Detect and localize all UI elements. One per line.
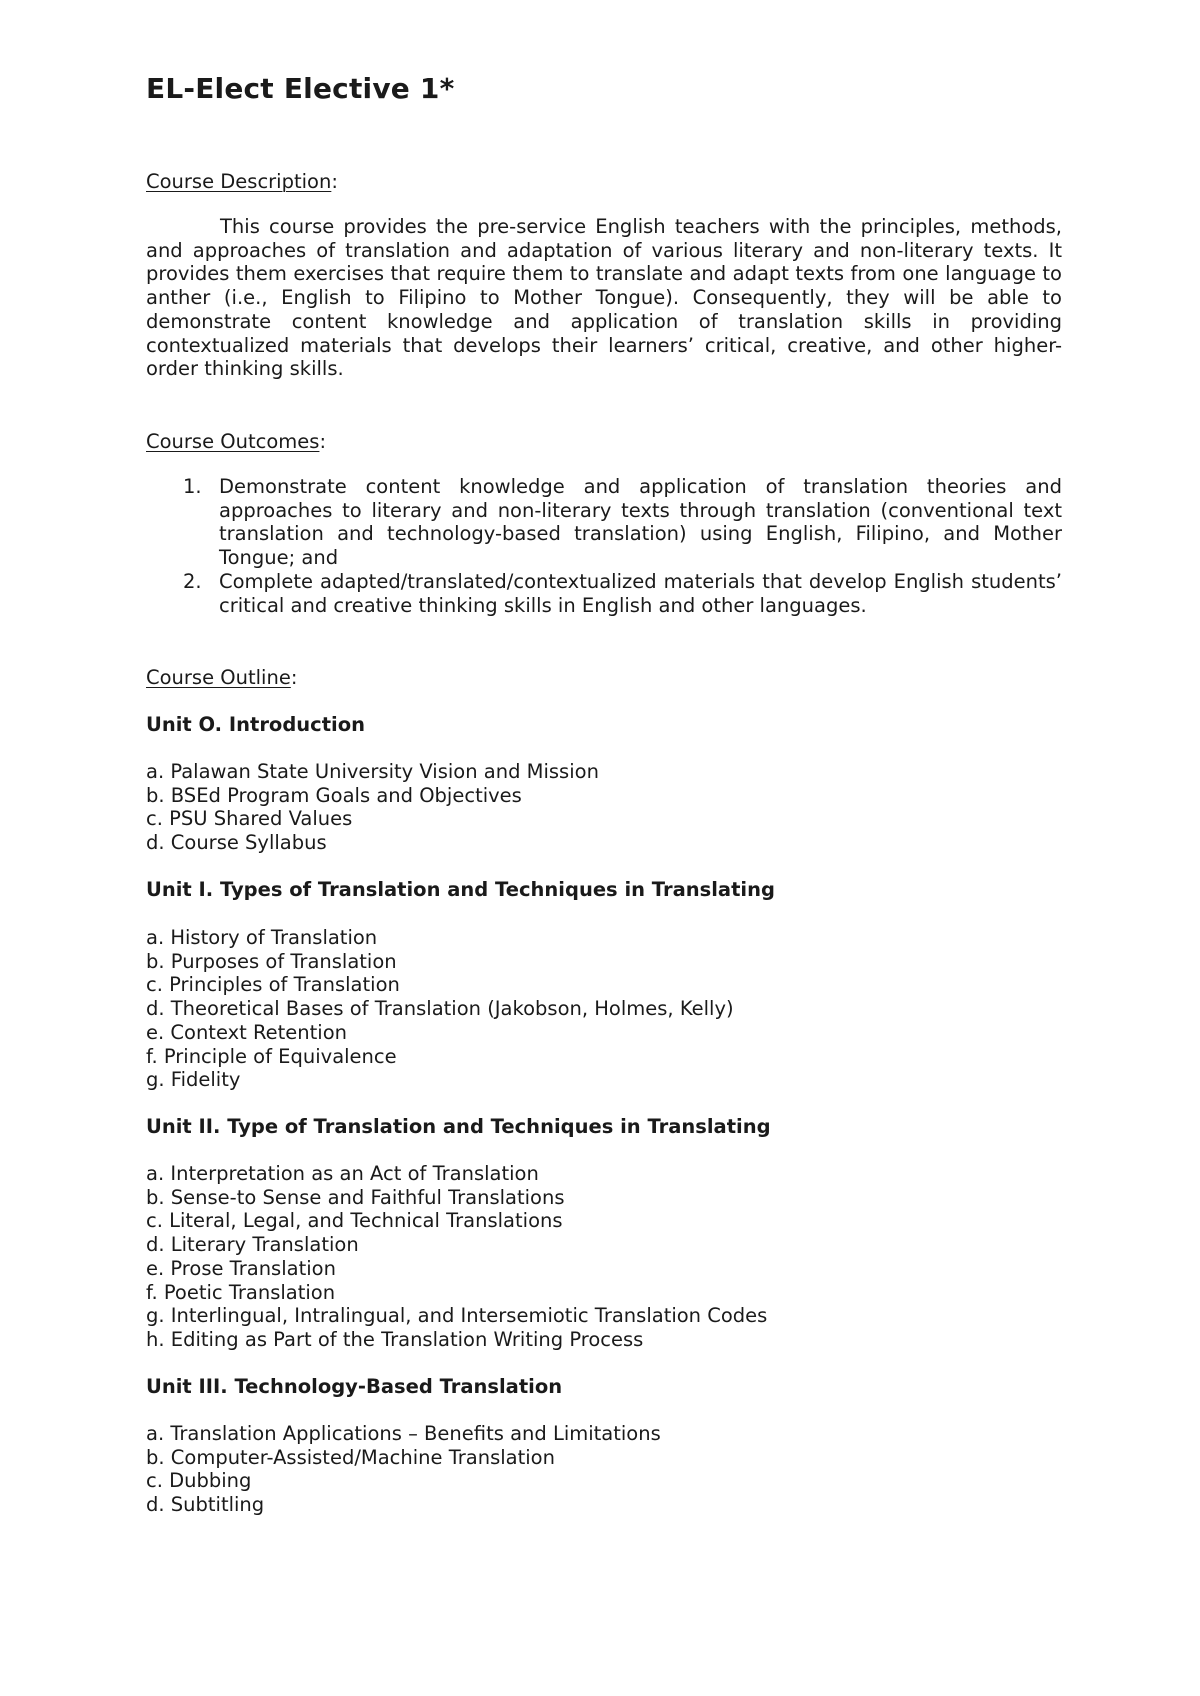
list-item: d. Literary Translation — [146, 1233, 359, 1257]
unit-topic-list — [146, 1422, 661, 1517]
outcome-text: Complete adapted/translated/contextualized materials that develop English students’ critical and creative thinking skills in English and other languages. — [219, 569, 1062, 617]
unit-heading: Unit O. Introduction — [146, 713, 366, 736]
list-item: d. Subtitling — [146, 1493, 265, 1517]
course-outcomes-heading-colon: : — [319, 430, 327, 453]
list-item: g. Fidelity — [146, 1068, 241, 1092]
document-title: EL-Elect Elective 1* — [146, 72, 455, 105]
course-outline-heading-colon: : — [290, 666, 298, 689]
unit-topic-list — [146, 760, 599, 855]
course-outcomes-heading-label: Course Outcomes — [146, 430, 320, 453]
course-description-heading-label: Course Description — [146, 170, 332, 193]
list-item: e. Context Retention — [146, 1020, 348, 1044]
list-item: a. Translation Applications – Benefits and Limitations — [146, 1422, 661, 1445]
list-item: e. Prose Translation — [146, 1256, 336, 1280]
list-item: g. Interlingual, Intralingual, and Intersemiotic Translation Codes — [146, 1304, 768, 1328]
unit-heading: Unit III. Technology-Based Translation — [146, 1375, 563, 1398]
list-item: c. Literal, Legal, and Technical Translations — [146, 1209, 563, 1233]
list-item: b. Purposes of Translation — [146, 949, 397, 973]
course-description-heading — [146, 170, 338, 194]
unit-topic-list — [146, 1162, 767, 1352]
list-item: c. Dubbing — [146, 1469, 252, 1493]
list-item: a. History of Translation — [146, 926, 378, 949]
outcome-item — [146, 570, 1062, 617]
outcome-item — [146, 475, 1062, 570]
list-item: b. Sense-to Sense and Faithful Translations — [146, 1185, 565, 1209]
outcome-number: 1. — [183, 475, 202, 498]
course-outcomes-list — [146, 475, 1062, 617]
unit-heading: Unit II. Type of Translation and Techniques in Translating — [146, 1115, 771, 1138]
course-description-heading-colon: : — [331, 170, 338, 193]
list-item: d. Course Syllabus — [146, 831, 327, 855]
list-item: h. Editing as Part of the Translation Writing Process — [146, 1327, 644, 1351]
list-item: f. Principle of Equivalence — [146, 1044, 397, 1068]
course-outline-heading-label: Course Outline — [146, 666, 291, 689]
outcome-text: Demonstrate content knowledge and application of translation theories and approaches to literary and non-literary texts through translation (conventional text translation and technology-based translation) using English, Filipino, and Mother Tongue; and — [219, 475, 1062, 570]
list-item: b. BSEd Program Goals and Objectives — [146, 783, 522, 807]
list-item: d. Theoretical Bases of Translation (Jakobson, Holmes, Kelly) — [146, 997, 734, 1021]
list-item: f. Poetic Translation — [146, 1280, 336, 1304]
list-item: b. Computer-Assisted/Machine Translation — [146, 1445, 555, 1469]
outcome-number: 2. — [183, 569, 202, 593]
unit-heading: Unit I. Types of Translation and Techniques in Translating — [146, 878, 775, 901]
course-description-text: This course provides the pre-service English teachers with the principles, methods, and approaches of translation and adaptation of various literary and non-literary texts. It provides them exercises that require them to translate and adapt texts from one language to anther (i.e., English to Filipino to Mother Tongue). Consequently, they will be able to demonstrate content knowledge and application of translation skills in providing contextualized materials that develops their learners’ critical, creative, and other higher-order thinking skills. — [146, 215, 1062, 381]
list-item: a. Interpretation as an Act of Translation — [146, 1162, 539, 1185]
list-item: c. PSU Shared Values — [146, 807, 353, 831]
course-outcomes-heading — [146, 430, 326, 454]
list-item: c. Principles of Translation — [146, 973, 400, 997]
list-item: a. Palawan State University Vision and Mission — [146, 760, 599, 783]
unit-topic-list — [146, 926, 734, 1092]
course-outline-heading — [146, 666, 297, 690]
